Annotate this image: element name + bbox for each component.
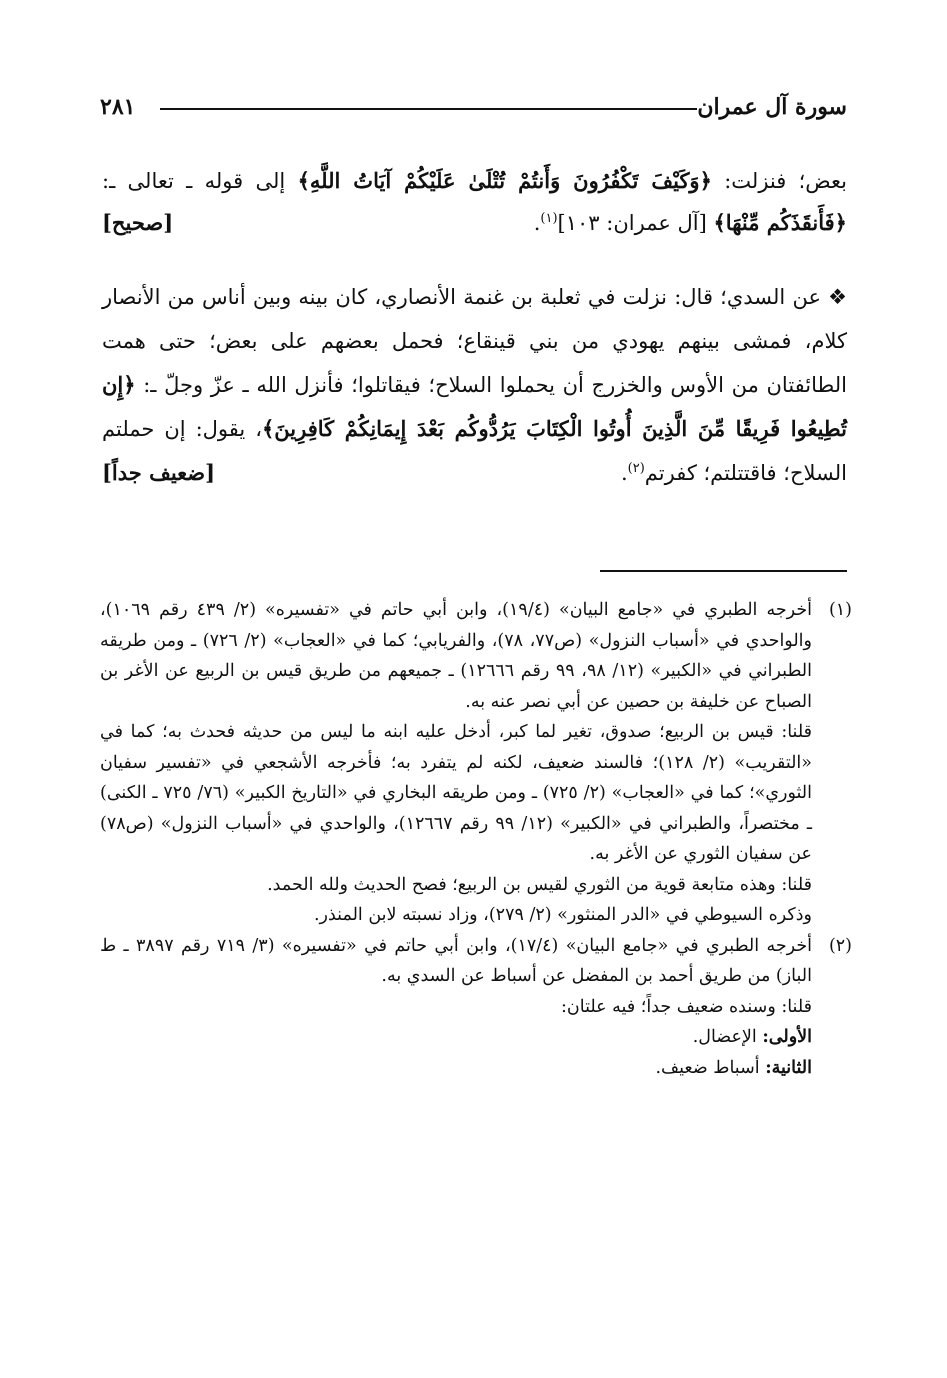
footnote-text: قلنا: قيس بن الربيع؛ صدوق، تغير لما كبر، أدخل عليه ابنه ما ليس من حديثه فحدث به؛ كما في «التقريب» (٢/ ١٢٨)؛ فالسند ضعيف، لكنه لم يتفرد به؛ فأخرجه الأشجعي في «تفسير سفيان الثوري»؛ كما في «العجاب» (٢/ ٧٢٥) ـ ومن طريقه البخاري في «التاريخ الكبير» (٧٦/ ٧٢٥ ـ الكنى) ـ مختصراً، والطبراني في «الكبير» (١٢/ ٩٩ رقم ١٢٦٦٧)، والواحدي في «أسباب النزول» (ص٧٨) عن سفيان الثوري عن الأغر به.: [100, 722, 813, 864]
footnote-text: قلنا: وسنده ضعيف جداً؛ فيه علتان:: [561, 996, 812, 1017]
footnote-number: (١): [828, 600, 852, 620]
quran-verse-3: ﴿إِن تُطِيعُوا فَرِيقًا مِّنَ الَّذِينَ أُوتُوا الْكِتَابَ يَرُدُّوكُم بَعْدَ إِيمَانِكُمْ كَافِرِينَ﴾: [102, 372, 847, 441]
point-text: الإعضال.: [692, 1027, 763, 1047]
footnote-ref-1: (١): [540, 211, 558, 226]
footnote-2: [100, 931, 852, 1084]
para1-text-2: إلى قوله ـ تعالى ـ:: [102, 169, 298, 193]
surah-title: سورة آل عمران: [697, 94, 847, 120]
footnote-number: (٢): [828, 935, 852, 956]
point-label: الثانية:: [765, 1057, 812, 1078]
verse-reference: [آل عمران: ١٠٣]: [557, 211, 714, 235]
footnote-text: قلنا: وهذه متابعة قوية من الثوري لقيس بن الربيع؛ فصح الحديث ولله الحمد.: [267, 874, 812, 895]
grade-badge-2: [ضعيف جداً]: [102, 460, 216, 485]
page-header: [100, 92, 847, 122]
footnotes: [100, 595, 852, 1083]
para1-end: .: [533, 211, 541, 235]
point-text: أسباط ضعيف.: [655, 1057, 766, 1078]
footnote-text: وذكره السيوطي في «الدر المنثور» (٢/ ٢٧٩)، وزاد نسبته لابن المنذر.: [313, 905, 812, 925]
paragraph-1: [102, 160, 847, 244]
grade-badge-1: [صحيح]: [102, 210, 174, 235]
footnote-separator: [600, 570, 847, 572]
footnote-ref-2: (٢): [627, 461, 645, 476]
para2-text-1: ❖ عن السدي؛ قال: نزلت في ثعلبة بن غنمة الأنصاري، كان بينه وبين أناس من الأنصار كلام، فمشى بينهم يهودي من بني قينقاع؛ فحمل بعضهم على بعض؛ حتى همت الطائفتان من الأوس والخزرج أن يحملوا السلاح؛ فيقاتلوا؛ فأنزل الله ـ عزّ وجلّ ـ:: [102, 285, 847, 397]
quran-verse-2: ﴿فَأَنقَذَكُم مِّنْهَا﴾: [713, 210, 847, 235]
para2-end: .: [620, 461, 628, 485]
header-rule: [160, 108, 697, 110]
para2-text-2: ، يقول: إن حملتم السلاح؛ فاقتتلتم؛ كفرتم: [102, 417, 847, 485]
footnote-1: [100, 595, 852, 931]
footnote-text: أخرجه الطبري في «جامع البيان» (١٩/٤)، وابن أبي حاتم في «تفسيره» (٢/ ٤٣٩ رقم ١٠٦٩)، والواحدي في «أسباب النزول» (ص٧٧، ٧٨)، والفريابي؛ كما في «العجاب» (٢/ ٧٢٦) ـ ومن طريقه الطبراني في «الكبير» (١٢/ ٩٨، ٩٩ رقم ١٢٦٦٦) ـ جميعهم من طريق قيس بن الربيع عن الأغر بن الصباح عن خليفة بن حصين عن أبي نصر عنه به.: [100, 600, 813, 712]
point-label: الأولى:: [762, 1027, 812, 1047]
footnote-text: [100, 1022, 812, 1053]
para1-text-1: بعض؛ فنزلت:: [711, 169, 847, 193]
quran-verse-1: ﴿وَكَيْفَ تَكْفُرُونَ وَأَنتُمْ تُتْلَىٰ عَلَيْكُمْ آيَاتُ اللَّهِ﴾: [297, 168, 712, 193]
paragraph-2: [102, 275, 847, 495]
page-number: ٢٨١: [100, 94, 136, 120]
footnote-text: [100, 1053, 812, 1084]
footnote-text: أخرجه الطبري في «جامع البيان» (١٧/٤)، وابن أبي حاتم في «تفسيره» (٣/ ٧١٩ رقم ٣٨٩٧ ـ ط الباز) من طريق أحمد بن المفضل عن أسباط عن السدي به.: [100, 935, 813, 986]
